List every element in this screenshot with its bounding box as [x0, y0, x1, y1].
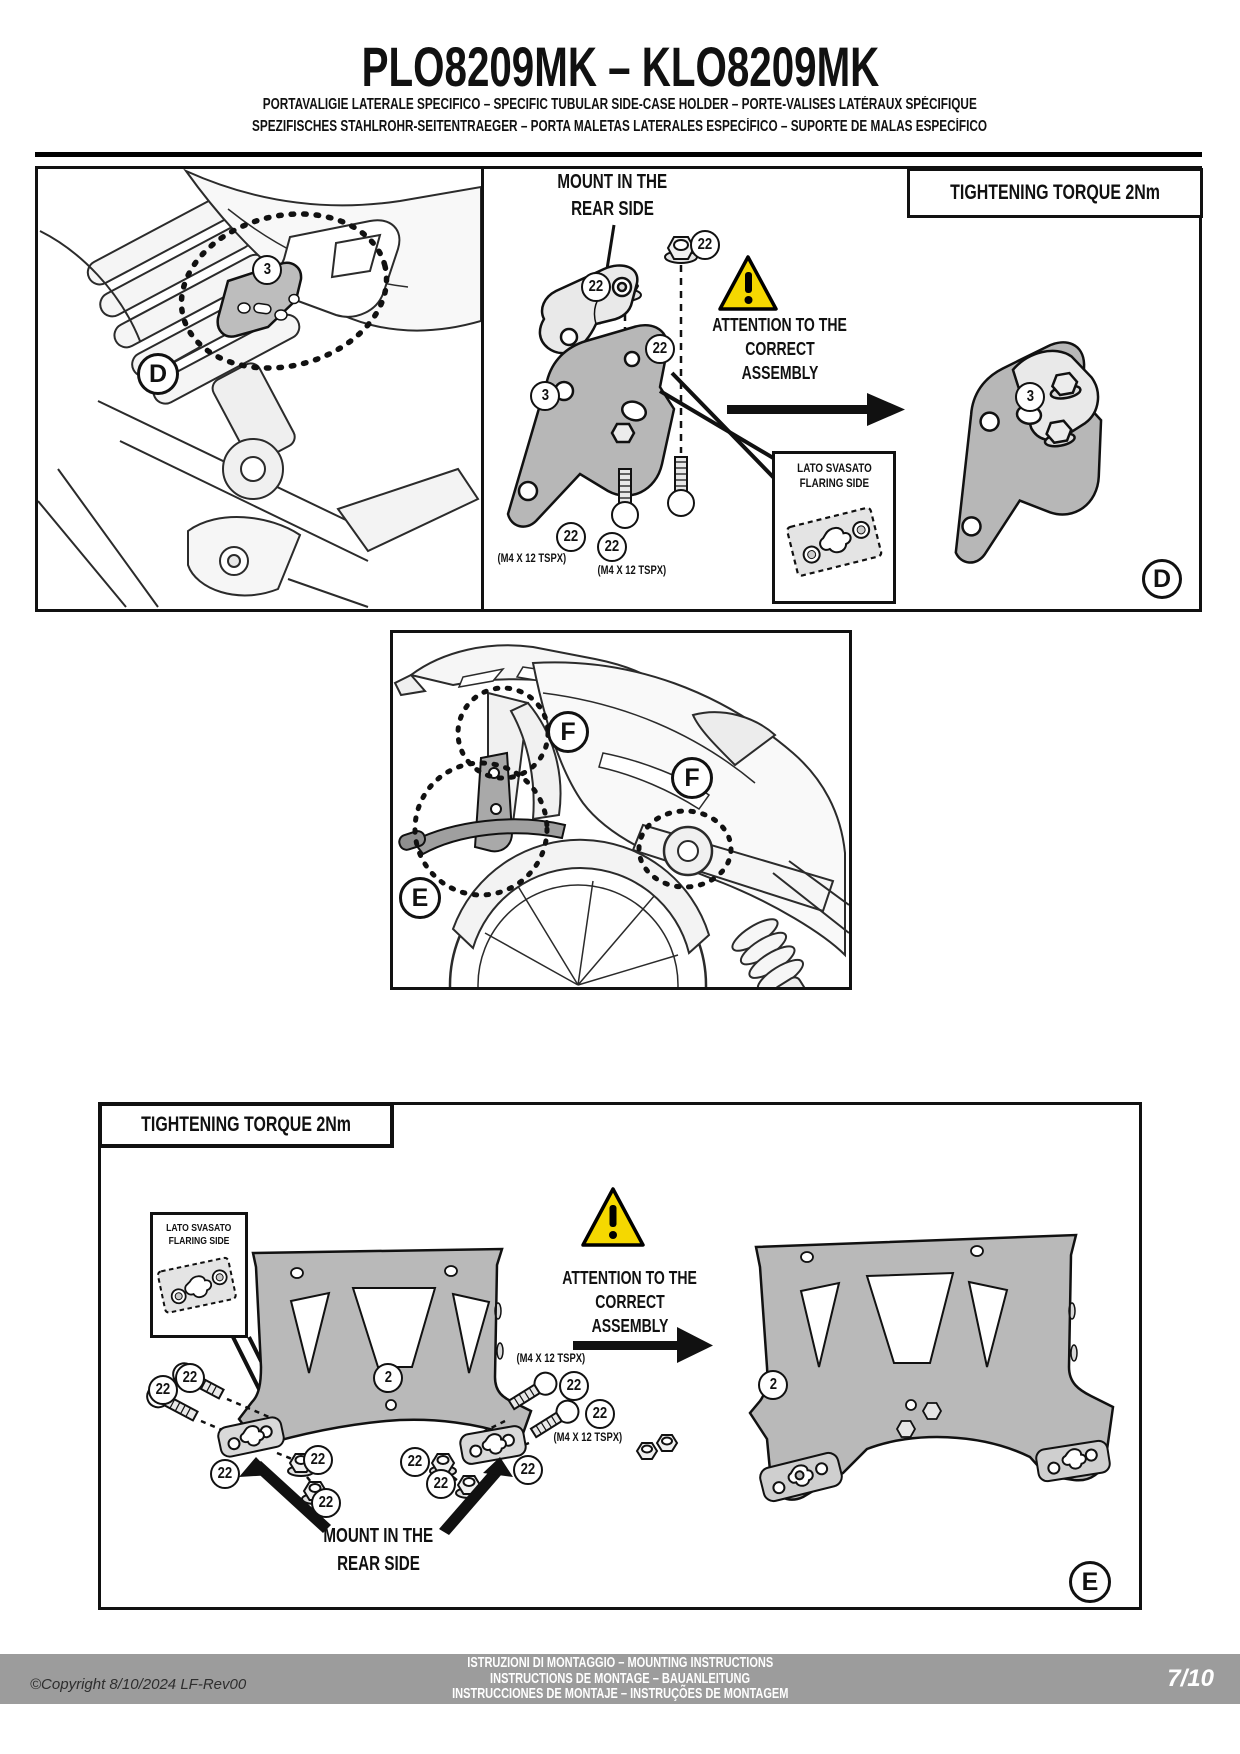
plate-assembly-illustration	[101, 1105, 1139, 1607]
flaring-plate-drawing	[775, 491, 891, 583]
part-3-badge: 3	[1015, 382, 1045, 412]
part-22-badge: 22	[400, 1447, 430, 1477]
torque-note-box-d: TIGHTENING TORQUE 2Nm	[907, 168, 1203, 218]
flaring-side-callout-e: LATO SVASATO FLARING SIDE	[150, 1212, 248, 1338]
screw-m4	[668, 457, 694, 516]
subtitle-line-1: PORTAVALIGIE LATERALE SPECIFICO – SPECIFIC TUBULAR SIDE-CASE HOLDER – PORTE-VALISES LATÉRAUX SPÉCIFIQUE	[262, 96, 978, 113]
subtitle-line-2: SPEZIFISCHES STAHLROHR-SEITENTRAEGER – PORTA MALETAS LATERALES ESPECÍFICO – SUPORTE DE MALAS ESPECÍFICO	[252, 118, 988, 135]
screw-spec-label: (M4 X 12 TSPX)	[597, 565, 667, 577]
bracket-3-assembled	[923, 338, 1123, 565]
part-22-badge: 22	[559, 1371, 589, 1401]
part-2-badge: 2	[758, 1370, 788, 1400]
flanged-nut	[637, 1435, 677, 1459]
screw-spec-label: (M4 X 12 TSPX)	[497, 553, 567, 565]
panel-step-f	[390, 630, 852, 990]
screw-spec-label: (M4 X 12 TSPX)	[516, 1353, 586, 1365]
footer-instructions: ISTRUZIONI DI MONTAGGIO – MOUNTING INSTRUCTIONS INSTRUCTIONS DE MONTAGE – BAUANLEITUNG INSTRUCCIONES DE MONTAJE – INSTRUÇÕES DE MONTAGEM	[451, 1655, 789, 1702]
part-22-badge: 22	[426, 1469, 456, 1499]
footer-page-number: 7/10	[1167, 1665, 1214, 1692]
torque-note-box-e: TIGHTENING TORQUE 2Nm	[98, 1102, 394, 1148]
part-22-badge: 22	[645, 334, 675, 364]
part-22-badge: 22	[513, 1455, 543, 1485]
part-22-badge: 22	[581, 272, 611, 302]
panel-step-e	[98, 1102, 1142, 1610]
step-f-badge: F	[547, 711, 589, 753]
part-22-badge: 22	[148, 1375, 178, 1405]
step-d-badge: D	[1142, 559, 1182, 599]
mount-note-d: MOUNT IN THE REAR SIDE	[557, 171, 667, 220]
mounting-pad	[217, 1416, 286, 1459]
step-d-badge: D	[137, 353, 179, 395]
part-22-badge: 22	[175, 1363, 205, 1393]
motorcycle-shock-illustration	[38, 169, 481, 609]
warning-triangle-icon	[720, 257, 776, 309]
part-2-badge: 2	[373, 1363, 403, 1393]
warning-triangle-icon	[583, 1189, 643, 1245]
header-rule	[35, 152, 1202, 157]
part-22-badge: 22	[210, 1459, 240, 1489]
part-22-badge: 22	[690, 230, 720, 260]
part-22-badge: 22	[303, 1445, 333, 1475]
page-title: PLO8209MK – KLO8209MK	[361, 35, 879, 98]
step-e-badge: E	[1069, 1561, 1111, 1603]
screw-spec-label: (M4 X 12 TSPX)	[553, 1432, 623, 1444]
footer-copyright: ©Copyright 8/10/2024 LF-Rev00	[30, 1676, 247, 1693]
part-3-badge: 3	[530, 381, 560, 411]
attention-note-e: ATTENTION TO THE CORRECT ASSEMBLY	[562, 1267, 698, 1336]
footer-bar	[0, 1654, 1240, 1704]
screw-m4	[506, 1369, 561, 1415]
part-22-badge: 22	[311, 1488, 341, 1518]
assembly-arrow	[727, 393, 905, 426]
part-22-badge: 22	[556, 522, 586, 552]
flaring-side-callout-d: LATO SVASATO FLARING SIDE	[772, 451, 896, 604]
part-22-badge: 22	[597, 532, 627, 562]
attention-note-d: ATTENTION TO THE CORRECT ASSEMBLY	[712, 314, 848, 383]
flaring-plate-drawing	[153, 1248, 243, 1322]
part-22-badge: 22	[585, 1399, 615, 1429]
mount-note-e: MOUNT IN THE REAR SIDE	[323, 1525, 433, 1575]
step-f-badge: F	[671, 757, 713, 799]
motorcycle-rear-illustration	[393, 633, 849, 987]
plate-2-exploded	[239, 1249, 531, 1446]
step-e-badge: E	[399, 877, 441, 919]
part-3-badge: 3	[252, 255, 282, 285]
